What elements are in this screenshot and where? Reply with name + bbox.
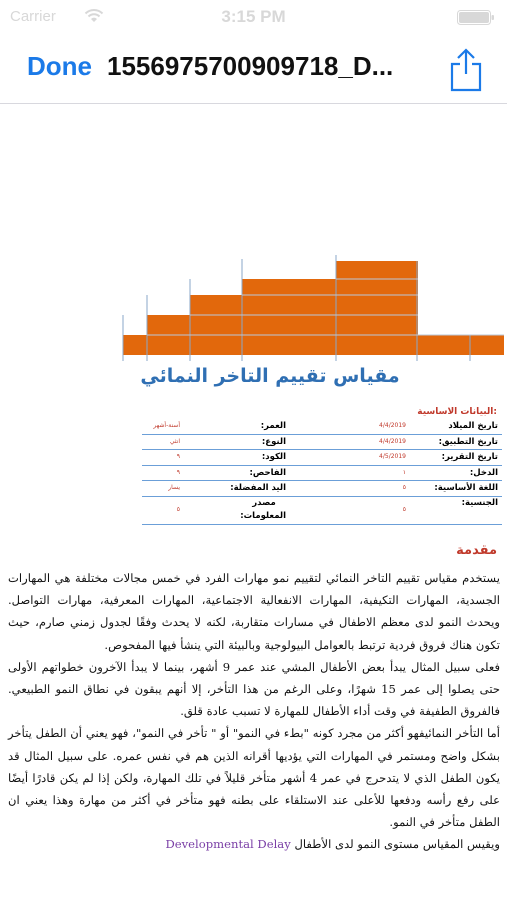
document-view[interactable] [0,105,507,900]
intro-body [8,567,500,856]
info-value: ٥ [402,505,406,513]
info-row [142,481,502,497]
info-label: تاريخ التقرير: [441,452,498,462]
intro-paragraph: فعلى سبيل المثال يبدأ بعض الأطفال المشي عند عمر 9 أشهر، بينما لا يبدأ الآخرون خطواتهم الأولى حتى يصلوا إلى عمر 15 شهرًا، وعلى الرغم من هذا التأخر، إلا أنهم يبقون في نطاق النمو الطبيعي. فالفروق الطفيفة في وقت أداء الأطفال للمهارة لا تسبب عادة قلق. [8,659,500,719]
info-value: ١ [402,468,406,476]
info-value: انثي [169,437,180,445]
info-row [142,419,502,435]
status-time: 3:15 PM [221,7,286,26]
basic-info-table [142,419,502,525]
intro-paragraph: يستخدم مقياس تقييم التاخر النمائي لتقييم نمو مهارات الفرد في خمس مجالات مختلفة هي المهارات الجسدية، المهارات التكيفية، المهارات الانفعالية الاجتماعية، المهارات المعرفية، مهارات التواصل. ويحدث النمو لدى معظم الاطفال في مسارات متقاربة، لكنه لا يحدث وفقًا لجدول زمني صارم، حيث تكون هناك فروق فردية ترتبط بالعوامل البيولوجية وبالبيئة التي ينشأ فيها المفحوص. [8,571,500,652]
info-value: ٥ [176,505,180,513]
carrier-label: Carrier [10,8,56,25]
info-label: مصدر المعلومات: [240,497,286,521]
nav-bar [0,36,507,104]
status-bar [0,0,507,36]
intro-cutoff-text: ويقيس المقياس مستوى النمو لدى الأطفال [294,837,500,852]
info-label: الكود: [261,452,286,462]
info-label: العمر: [260,421,286,431]
document-title: 1556975700909718_D... [107,51,394,81]
info-row [142,466,502,482]
info-value: يسار [168,484,180,491]
done-button[interactable]: Done [27,51,92,81]
info-value: 4/4/2019 [379,437,406,445]
intro-heading: مقدمة [456,543,497,558]
banner-step-4 [242,279,338,355]
info-label: الفاحص: [249,467,286,478]
info-label: الدخل: [469,467,498,478]
basic-info-heading: البيانات الاساسية: [417,407,497,417]
banner-step-5 [336,261,418,355]
info-value: 4/5/2019 [379,453,406,460]
info-label: تاريخ الميلاد [448,421,498,431]
info-label: اللغة الأساسية: [434,483,498,493]
info-value: ٥ [402,484,406,491]
share-icon[interactable] [448,46,484,92]
banner-stair-graphic [120,253,507,363]
info-value: ٩ [176,468,180,476]
info-label: النوع: [261,436,286,447]
banner-step-3 [190,295,244,355]
info-label: تاريخ التطبيق: [438,436,498,447]
info-value: 4/4/2019 [379,422,406,429]
banner-step-6 [416,335,504,355]
info-label: الجنسية: [461,497,498,508]
intro-reference-term: Developmental Delay [165,837,291,852]
info-label: اليد المفضلة: [230,483,286,493]
info-row [142,435,502,451]
info-row [142,497,502,525]
assessment-title: مقياس تقييم التاخر النمائي [140,365,400,387]
info-row [142,450,502,466]
info-value: أسنة-أشهر [153,422,180,429]
intro-paragraph: أما التأخر النمائيفهو أكثر من مجرد كونه "بطء في النمو" أو " تأخر في النمو"، فهو يعني أن الطفل يتأخر بشكل واضح ومستمر في المهارات التي يؤديها أقرانه الذين هم في نفس عمره. على سبيل المثال قد يكون الطفل الذي لا يتدحرج في عمر 4 أشهر متأخر قليلاً في تلك المهارة، ولكن إذا لم يكن قادرًا أيضًا على رفع رأسه ودفعها للأعلى عند الاستلقاء على بطنه فهو متأخر في أكثر من مهارة وهذا يعني ان الطفل متأخر في النمو. [8,726,500,830]
banner-step-1 [123,335,149,355]
intro-paragraph-cutoff [8,833,500,855]
battery-icon [457,10,495,25]
info-value: ٩ [176,453,180,460]
